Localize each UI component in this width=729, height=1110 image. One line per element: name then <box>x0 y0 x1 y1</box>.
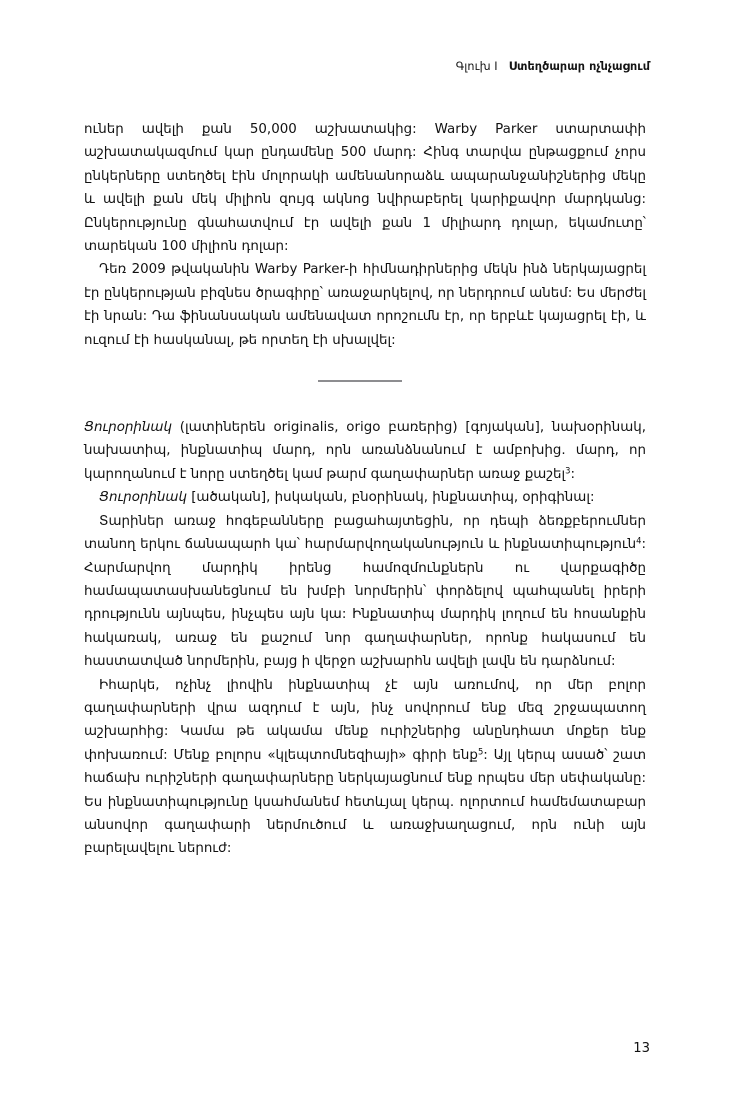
paragraph-two-paths-after: : Հարմարվող մարդիկ իրենց համոզմունքներն ու վարքագիծը համապատասխանեցնում են խմբի նորմերին՝ փորձելով պահպանել իրերի դրությունն այնպես, ինչպես այն կա: Ինքնատիպ մարդիկ լողում են հոսանքին հակառակ, առաջ են քաշում նոր գաղափարներ, որոնք հակասում են հաստատված նորմերին, բայց ի վերջո աշխարհն ավելի լավն են դարձնում: <box>84 537 646 670</box>
running-head-chapter-title: Ստեղծարար ոչնչացում <box>508 60 650 73</box>
definition-adjective-text: [ածական], իսկական, բնօրինակ, ինքնատիպ, օրիգինալ: <box>186 490 595 506</box>
definition-noun-text: (լատիներեն originalis, origo բառերից) [գոյական], նախօրինակ, նախատիպ, ինքնատիպ մարդ, որն առանձնանում է ամբոխից. մարդ, որ կարողանում է նորը ստեղծել կամ թարմ գաղափարներ առաջ քաշել <box>84 420 646 482</box>
footnote-ref-3[interactable]: 3 <box>565 465 571 476</box>
paragraph-continuation: ուներ ավելի քան 50,000 աշխատակից: Warby Parker ստարտափի աշխատակազմում կար ընդամենը 500 մարդ: Հինգ տարվա ընթացքում չորս ընկերները ստեղծել էին մոլորակի ամենանորաձև ապարանջանիշներից մեկը և ավելի քան մեկ միլիոն զույգ ակնոց նվիրաբերել կարիքավոր մարդկանց: Ընկերությունը գնահատվում էր ավելի քան 1 միլիարդ դոլար, եկամուտը՝ տարեկան 100 միլիոն դոլար: <box>84 122 646 255</box>
section-divider <box>318 380 402 382</box>
footnote-ref-5[interactable]: 5 <box>477 746 484 757</box>
definition-term-noun: Ցուրօրինակ <box>84 420 172 436</box>
definition-adjective <box>84 486 646 509</box>
paragraph-kleptomnesia-after: : Այլ կերպ ասած՝ շատ հաճախ ուրիշների գաղափարները ներկայացնում ենք որպես մեր սեփականը: Ես ինքնատիպությունը կսահմանեմ հետևյալ կերպ. ոլորտում համեմատաբար անսովոր գաղափարի ներմուծում և առաջխաղացում, որն ունի այն բարելավելու ներուժ: <box>84 747 646 857</box>
running-head-chapter-label: Գլուխ I <box>455 60 498 73</box>
definition-noun-tail: : <box>570 466 576 482</box>
page-number: 13 <box>633 1041 650 1056</box>
paragraph-kleptomnesia <box>84 674 646 861</box>
section-divider-wrap <box>84 352 646 416</box>
text-column <box>84 118 646 861</box>
footnote-ref-4[interactable]: 4 <box>636 535 642 546</box>
paragraph-warby-parker-pitch: Դեռ 2009 թվականին Warby Parker-ի հիմնադիրներից մեկն ինձ ներկայացրել էր ընկերության բիզնես ծրագիրը՝ առաջարկելով, որ ներդրում անեմ: Ես մերժել էի նրան: Դա ֆինանսական ամենավատ որոշումն էր, որ երբևէ կայացրել էի, և ուզում էի հասկանալ, թե որտեղ էի սխալվել: <box>84 262 646 348</box>
definition-term-adjective: Ցուրօրինակ <box>99 490 187 506</box>
definition-noun <box>84 416 646 486</box>
running-head <box>84 60 650 73</box>
paragraph-kleptomnesia-before: Իհարկե, ոչինչ լիովին ինքնատիպ չէ այն առումով, որ մեր բոլոր գաղափարների վրա ազդում է այն, ինչ սովորում ենք մեզ շրջապատող աշխարհից: Կամա թե ակամա մենք ուրիշներից անընդհատ մոքեր ենք փոխառում: Մենք բոլորս «կլեպտոմնեզիայի» գիրի ենք <box>84 677 646 763</box>
paragraph-two-paths-before: Տարիներ առաջ հոգեբանները բացահայտեցին, որ դեպի ձեռքբերումներ տանող երկու ճանապարհ կա՝ հարմարվողականություն և ինքնատիպություն <box>84 513 646 553</box>
paragraph-two-paths <box>84 510 646 674</box>
